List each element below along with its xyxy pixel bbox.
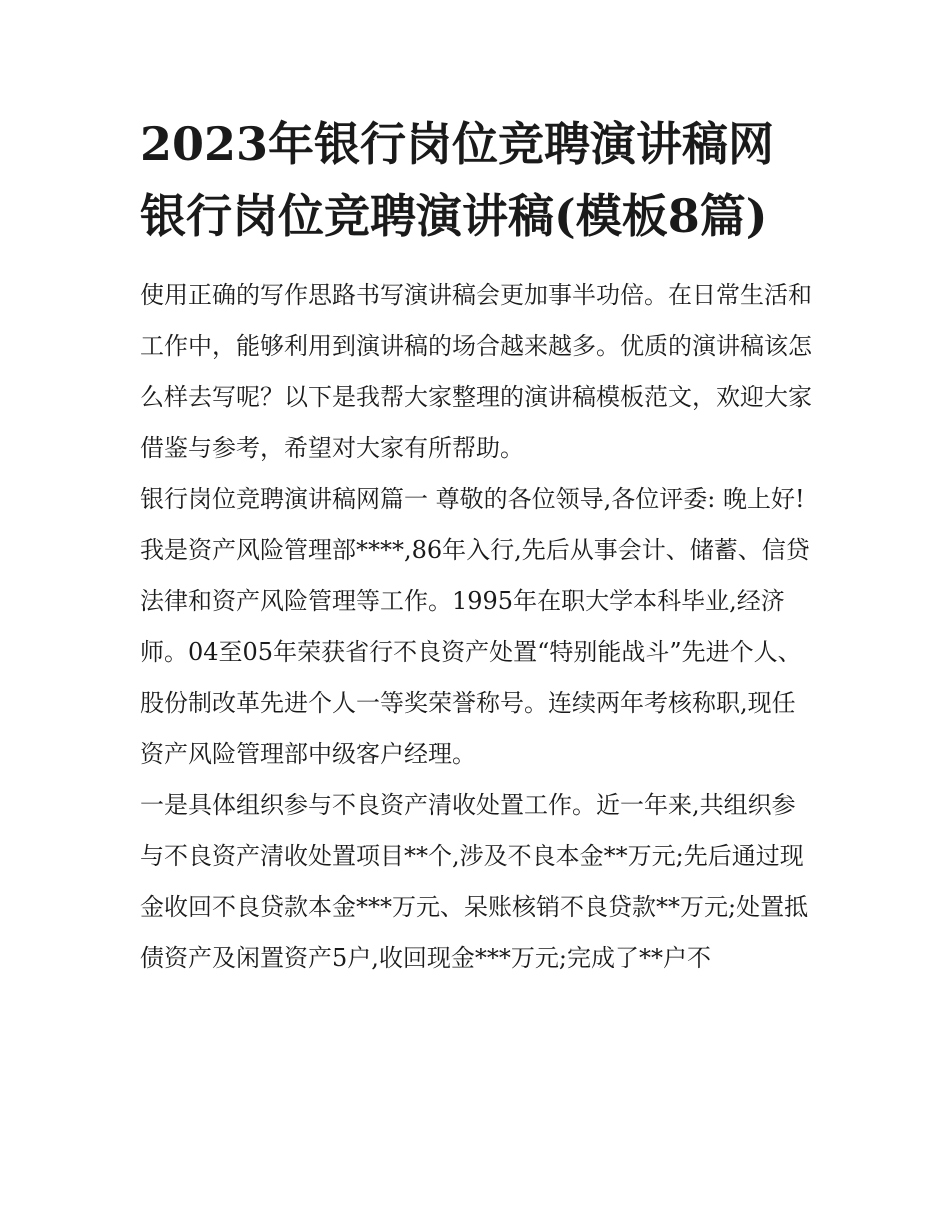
intro-paragraph: 使用正确的写作思路书写演讲稿会更加事半功倍。在日常生活和工作中，能够利用到演讲稿的场合越来越多。优质的演讲稿该怎么样去写呢？以下是我帮大家整理的演讲稿模板范文，欢迎大家借鉴与参考，希望对大家有所帮助。 — [140, 281, 812, 462]
document-page — [140, 108, 816, 984]
section-heading-paragraph: 银行岗位竞聘演讲稿网篇一 尊敬的各位领导,各位评委: 晚上好! — [140, 485, 805, 513]
document-body — [140, 270, 816, 984]
document-title: 2023年银行岗位竞聘演讲稿网银行岗位竞聘演讲稿(模板8篇) — [140, 117, 775, 243]
work-achievement-paragraph: 一是具体组织参与不良资产清收处置工作。近一年来,共组织参与不良资产清收处置项目**个,涉及不良本金**万元;先后通过现金收回不良贷款本金***万元、呆账核销不良贷款**万元;处置抵债资产及闲置资产5户,收回现金***万元;完成了**户不 — [140, 791, 809, 972]
self-introduction-paragraph: 我是资产风险管理部****,86年入行,先后从事会计、储蓄、信贷法律和资产风险管理等工作。1995年在职大学本科毕业,经济师。04至05年荣获省行不良资产处置“特别能战斗”先进个人、股份制改革先进个人一等奖荣誉称号。连续两年考核称职,现任资产风险管理部中级客户经理。 — [140, 536, 810, 768]
